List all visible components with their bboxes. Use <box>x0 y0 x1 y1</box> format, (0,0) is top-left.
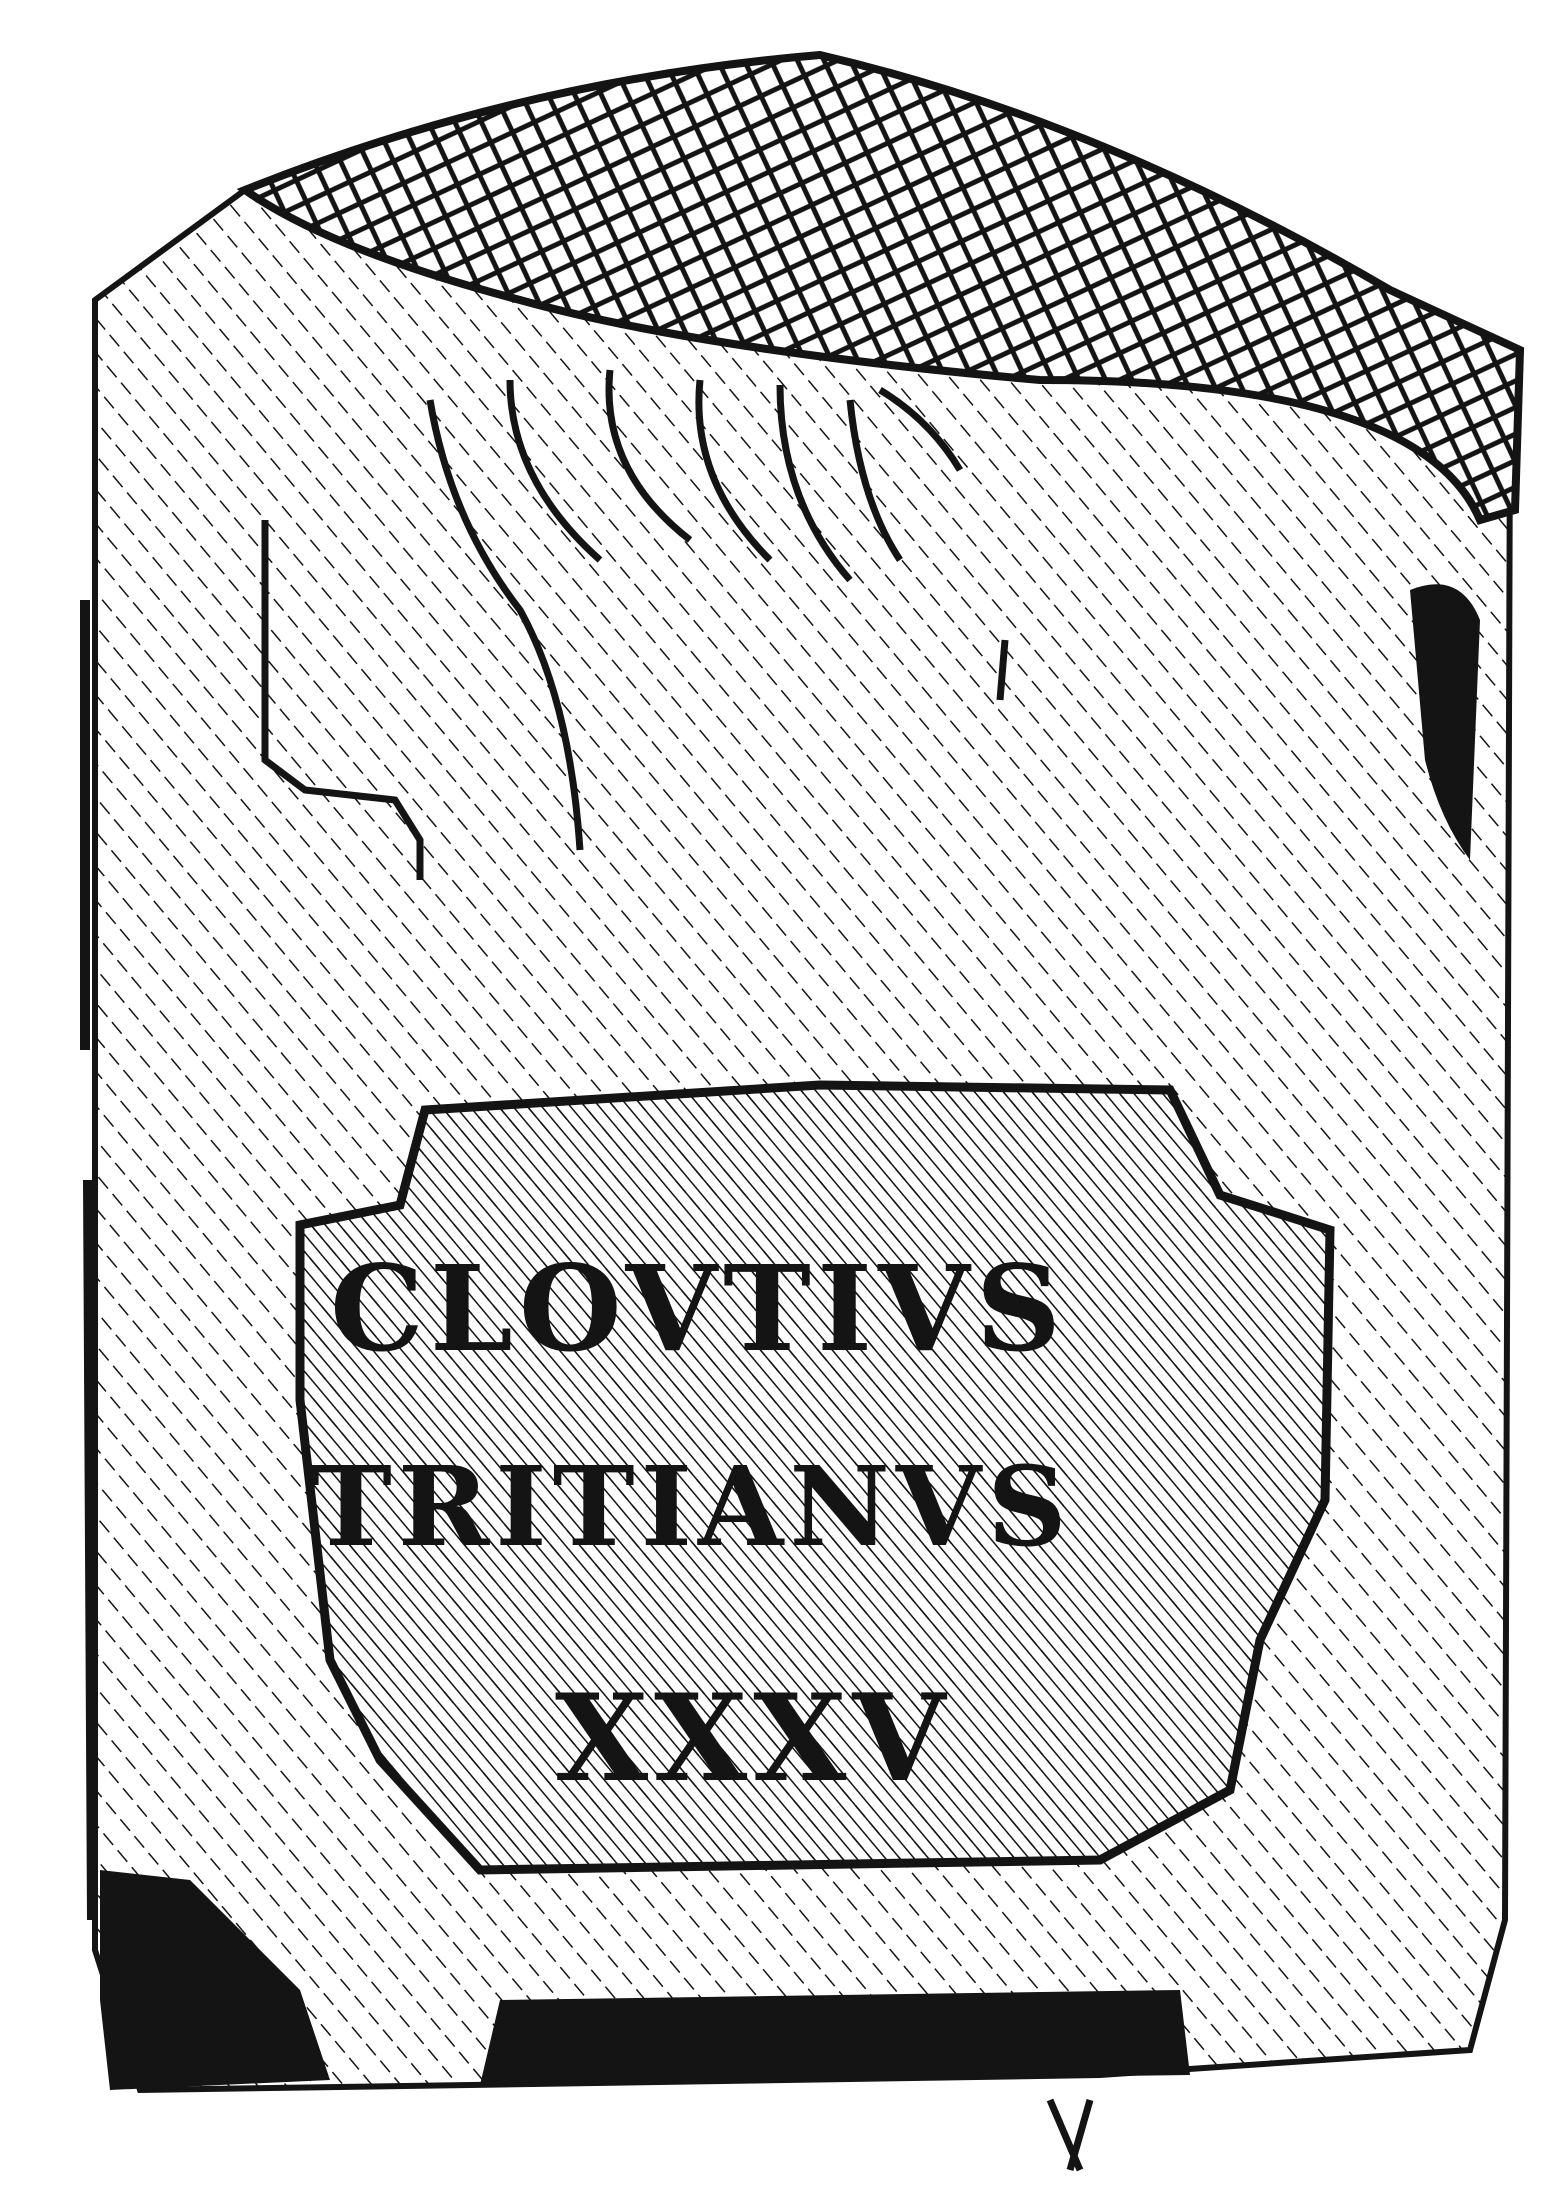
inscription-line-2: TRITIANVS <box>310 1442 1073 1571</box>
base-mark <box>1050 2100 1090 2170</box>
inscription-line-1: CLOVTIVS <box>330 1239 1067 1378</box>
inscription-line-3: XXXV <box>555 1668 952 1809</box>
left-edge <box>85 600 92 1920</box>
base-shadow-center <box>480 1990 1190 2085</box>
